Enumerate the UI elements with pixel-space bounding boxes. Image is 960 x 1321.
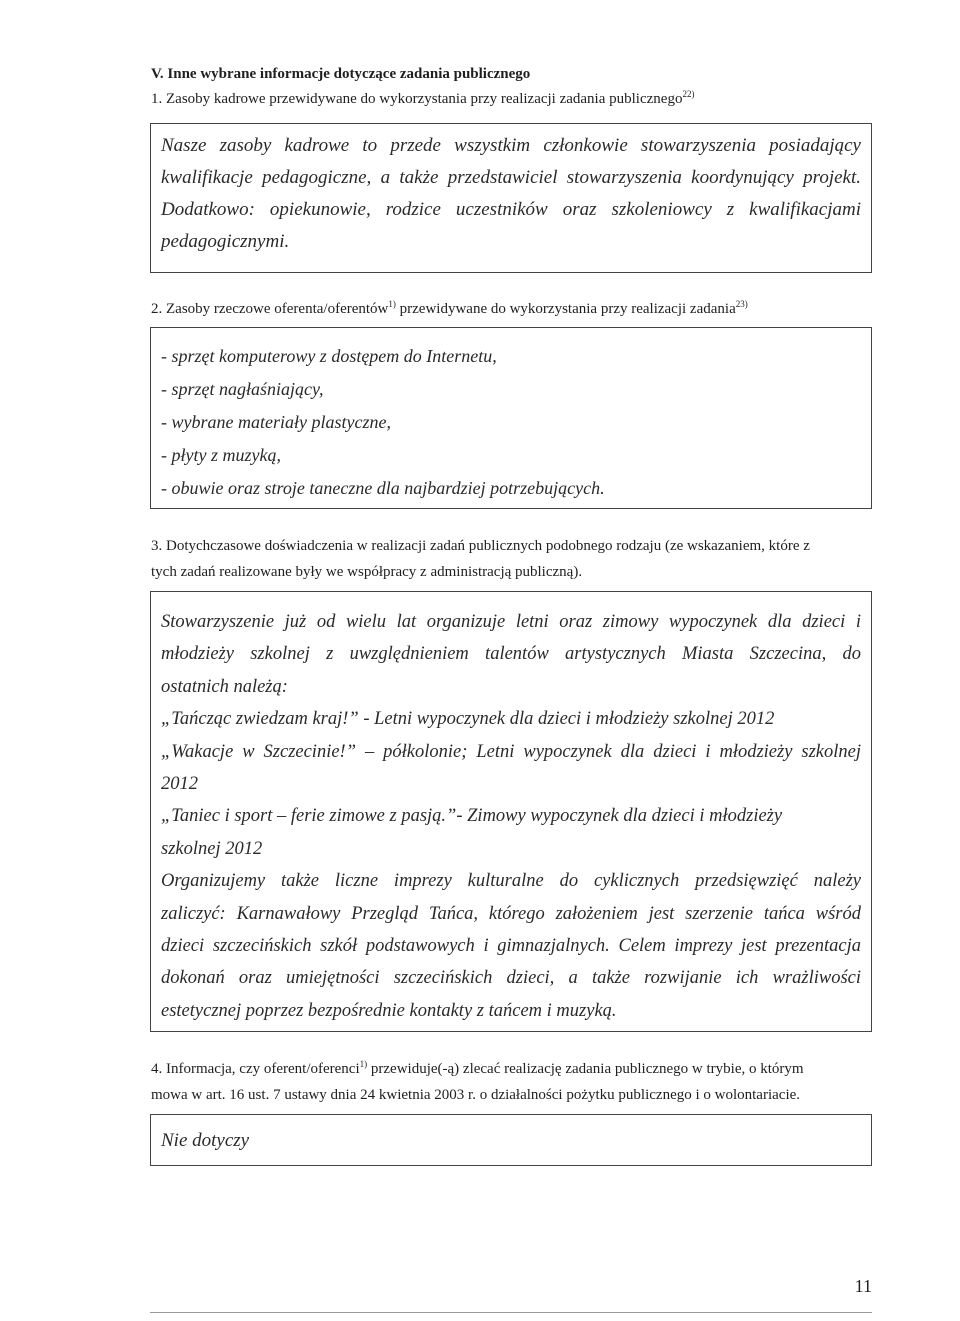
list-item: - obuwie oraz stroje taneczne dla najbardziej potrzebujących. xyxy=(161,478,605,498)
answer-line: dzieci szczecińskich szkół podstawowych i gimnazjalnych. Celem imprezy jest prezentacja xyxy=(161,936,861,957)
answer-line: ostatnich należą: xyxy=(161,676,288,697)
footnote-ref: 1) xyxy=(359,1059,368,1069)
question-1-text: 1. Zasoby kadrowe przewidywane do wykorzystania przy realizacji zadania publicznego xyxy=(151,91,683,107)
answer-line: Nasze zasoby kadrowe to przede wszystkim członkowie stowarzyszenia posiadający xyxy=(161,135,861,156)
footnote-ref: 22) xyxy=(682,89,695,99)
answer-line: Organizujemy także liczne imprezy kulturalne do cyklicznych przedsięwzięć należy xyxy=(161,871,861,892)
answer-line: Nie dotyczy xyxy=(161,1130,250,1151)
answer-box-subcontracting xyxy=(150,1114,872,1166)
answer-line: „Tańcząc zwiedzam kraj!” - Letni wypoczynek dla dzieci i młodzieży szkolnej 2012 xyxy=(161,709,775,730)
page-number: 11 xyxy=(854,1276,872,1296)
question-2-text: przewidywane do wykorzystania przy realizacji zadania xyxy=(395,301,736,317)
answer-line: kwalifikacje pedagogiczne, a także przedstawiciel stowarzyszenia koordynujący projekt. xyxy=(161,167,861,188)
section-title: V. Inne wybrane informacje dotyczące zadania publicznego xyxy=(151,66,531,82)
footnote-ref: 1) xyxy=(388,299,396,309)
answer-line: 2012 xyxy=(161,774,198,795)
question-3-line: 3. Dotychczasowe doświadczenia w realizacji zadań publicznych podobnego rodzaju (ze wskazaniem, które z xyxy=(151,538,810,554)
question-4-line xyxy=(151,1056,863,1082)
question-3 xyxy=(151,533,863,585)
answer-line: Dodatkowo: opiekunowie, rodzice uczestników oraz szkoleniowcy z kwalifikacjami xyxy=(161,199,861,220)
answer-line: Stowarzyszenie już od wielu lat organizuje letni oraz zimowy wypoczynek dla dzieci i xyxy=(161,612,861,632)
list-item: - sprzęt komputerowy z dostępem do Internetu, xyxy=(161,346,497,366)
question-4-line: mowa w art. 16 ust. 7 ustawy dnia 24 kwietnia 2003 r. o działalności pożytku publicznego i o wolontariacie. xyxy=(151,1087,801,1103)
question-4-text: przewiduje(-ą) zlecać realizację zadania publicznego w trybie, o którym xyxy=(367,1061,804,1077)
question-2-text: 2. Zasoby rzeczowe oferenta/oferentów xyxy=(151,301,389,317)
list-item: - wybrane materiały plastyczne, xyxy=(161,412,391,432)
answer-line: szkolnej 2012 xyxy=(161,838,263,859)
answer-line: dokonań oraz umiejętności szczecińskich dzieci, a także rozwijanie ich wrażliwości xyxy=(161,968,861,989)
answer-box-resources xyxy=(150,327,872,509)
answer-line: „Taniec i sport – ferie zimowe z pasją.”- Zimowy wypoczynek dla dzieci i młodzieży xyxy=(161,806,783,827)
question-4 xyxy=(151,1056,863,1108)
answer-box-experience xyxy=(150,591,872,1032)
question-3-line: tych zadań realizowane były we współpracy z administracją publiczną). xyxy=(151,564,583,580)
list-item: - płyty z muzyką, xyxy=(161,445,281,465)
answer-line: „Wakacje w Szczecinie!” – półkolonie; Letni wypoczynek dla dzieci i młodzieży szkolnej xyxy=(161,741,861,762)
answer-box-staff xyxy=(150,123,872,273)
answer-line: pedagogicznymi. xyxy=(161,231,290,252)
footer-divider xyxy=(150,1312,872,1313)
question-4-text: 4. Informacja, czy oferent/oferenci xyxy=(151,1061,360,1077)
answer-line: młodzieży szkolnej z uwzględnieniem talentów artystycznych Miasta Szczecina, do xyxy=(161,644,861,665)
question-1 xyxy=(151,86,694,112)
answer-line: estetycznej poprzez bezpośrednie kontakty z tańcem i muzyką. xyxy=(161,1000,617,1021)
question-2 xyxy=(151,296,748,322)
answer-line: zaliczyć: Karnawałowy Przegląd Tańca, którego założeniem jest szerzenie tańca wśród xyxy=(161,903,861,924)
list-item: - sprzęt nagłaśniający, xyxy=(161,379,324,399)
footnote-ref: 23) xyxy=(735,299,748,309)
